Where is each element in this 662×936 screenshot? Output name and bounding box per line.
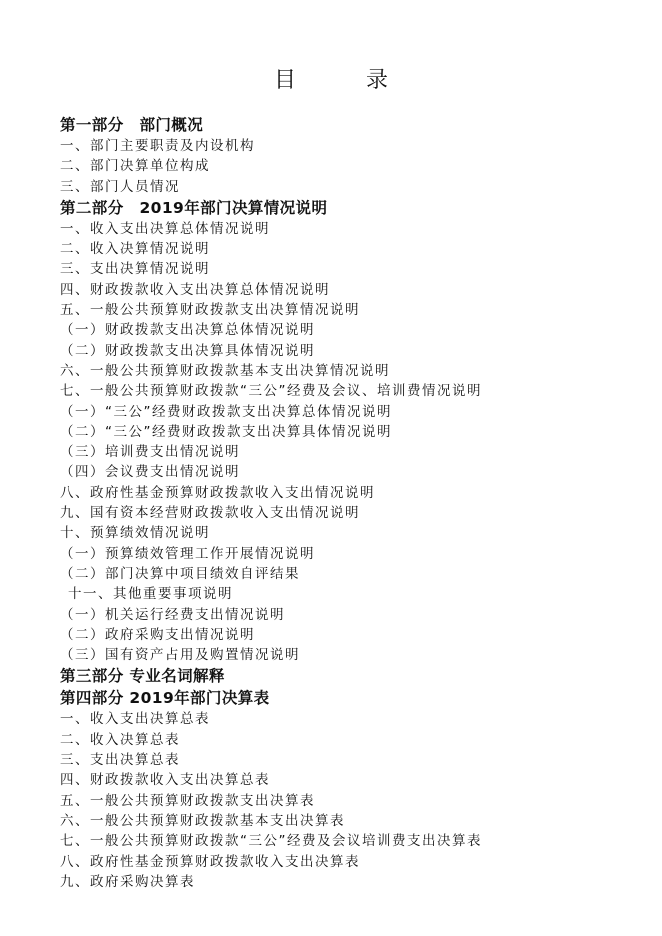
toc-entry: （二）部门决算中项目绩效自评结果 — [60, 565, 300, 582]
table-of-contents — [60, 114, 640, 892]
toc-entry: 九、政府采购决算表 — [60, 873, 195, 890]
toc-part-heading: 第三部分 专业名词解释 — [60, 667, 225, 686]
toc-entry: 五、一般公共预算财政拨款支出决算情况说明 — [60, 302, 360, 319]
toc-entry: （三）培训费支出情况说明 — [60, 444, 240, 461]
toc-entry: 十一、其他重要事项说明 — [68, 586, 233, 603]
toc-part-heading: 第一部分 部门概况 — [60, 116, 204, 134]
toc-part-heading: 第四部分 2019年部门决算表 — [60, 689, 270, 708]
toc-entry: （二）“三公”经费财政拨款支出决算具体情况说明 — [60, 423, 392, 440]
toc-entry: 三、支出决算总表 — [60, 752, 180, 769]
toc-entry: 八、政府性基金预算财政拨款收入支出决算表 — [60, 853, 360, 870]
toc-entry: （一）财政拨款支出决算总体情况说明 — [60, 322, 315, 339]
page-title: 目 录 — [273, 68, 412, 93]
toc-entry: 二、收入决算情况说明 — [60, 241, 210, 258]
toc-entry: 七、一般公共预算财政拨款“三公”经费及会议、培训费情况说明 — [60, 383, 482, 400]
toc-entry: 三、部门人员情况 — [60, 178, 180, 195]
toc-entry: 四、财政拨款收入支出决算总体情况说明 — [60, 281, 330, 298]
toc-entry: （一）预算绩效管理工作开展情况说明 — [60, 545, 315, 562]
toc-entry: 七、一般公共预算财政拨款“三公”经费及会议培训费支出决算表 — [60, 833, 482, 850]
toc-entry: 六、一般公共预算财政拨款基本支出决算表 — [60, 812, 345, 829]
toc-entry: （一）机关运行经费支出情况说明 — [60, 606, 285, 623]
toc-part-heading: 第二部分 2019年部门决算情况说明 — [60, 198, 328, 217]
toc-entry: 一、收入支出决算总表 — [60, 711, 210, 728]
toc-entry: 十、预算绩效情况说明 — [60, 525, 210, 542]
toc-entry: 一、收入支出决算总体情况说明 — [60, 220, 270, 237]
toc-entry: 二、收入决算总表 — [60, 731, 180, 748]
toc-entry: 六、一般公共预算财政拨款基本支出决算情况说明 — [60, 362, 390, 379]
toc-entry: 八、政府性基金预算财政拨款收入支出情况说明 — [60, 484, 375, 501]
toc-entry: （三）国有资产占用及购置情况说明 — [60, 647, 300, 664]
toc-entry: （一）“三公”经费财政拨款支出决算总体情况说明 — [60, 403, 392, 420]
toc-entry: 一、部门主要职责及内设机构 — [60, 138, 255, 154]
toc-entry: 九、国有资本经营财政拨款收入支出情况说明 — [60, 505, 360, 522]
toc-entry: 三、支出决算情况说明 — [60, 261, 210, 278]
toc-entry: （二）政府采购支出情况说明 — [60, 626, 255, 643]
toc-entry: （四）会议费支出情况说明 — [60, 464, 240, 481]
toc-entry: （二）财政拨款支出决算具体情况说明 — [60, 342, 315, 359]
toc-entry: 四、财政拨款收入支出决算总表 — [60, 772, 270, 789]
toc-entry: 五、一般公共预算财政拨款支出决算表 — [60, 792, 315, 809]
toc-entry: 二、部门决算单位构成 — [60, 158, 210, 175]
